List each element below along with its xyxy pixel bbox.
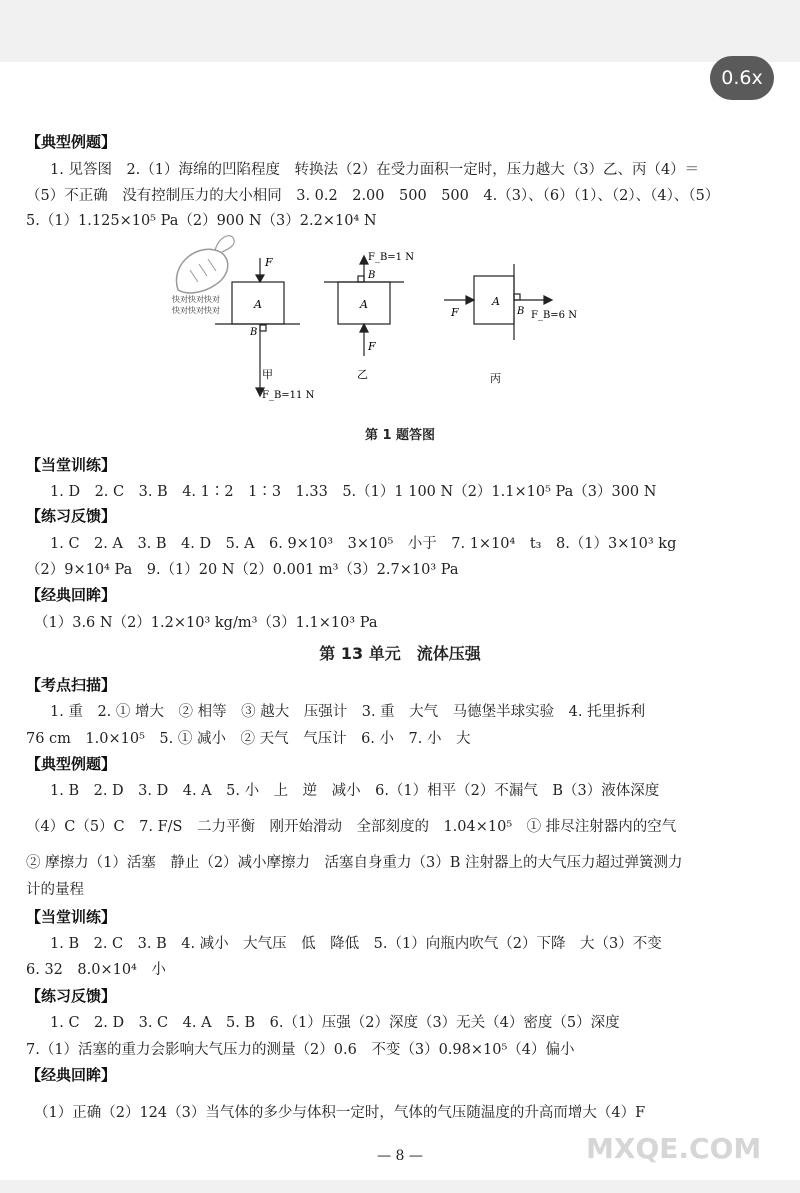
section-heading: 【经典回眸】 [26, 586, 117, 604]
answer-line: 1. D 2. C 3. B 4. 1∶2 1∶3 1.33 5.（1）1 100 N（2）1.1×10⁵ Pa（3）300 N [50, 484, 657, 500]
watermark: MXQE.COM [586, 1132, 762, 1165]
sticker-note: 快对快对快对 [172, 306, 220, 315]
section-heading: 【经典回眸】 [26, 1066, 117, 1084]
force-value-label: F_B=6 N [531, 310, 577, 321]
answer-figure [0, 230, 800, 410]
playback-speed-button[interactable]: 0.6x [710, 56, 774, 100]
answer-line: 计的量程 [26, 882, 84, 898]
answer-line: 1. B 2. C 3. B 4. 减小 大气压 低 降低 5.（1）向瓶内吹气（2）下降 大（3）不变 [50, 936, 662, 952]
section-heading: 【考点扫描】 [26, 676, 117, 694]
section-heading: 【练习反馈】 [26, 987, 117, 1005]
support-label: B [368, 270, 376, 281]
sticker-note: 快对快对快对 [172, 295, 220, 304]
force-label: F [368, 340, 376, 353]
answer-line: 6. 32 8.0×10⁴ 小 [26, 962, 166, 978]
figure-yi-label: 乙 [357, 368, 368, 381]
answer-line: 1. 重 2. ① 增大 ② 相等 ③ 越大 压强计 3. 重 大气 马德堡半球实验 4. 托里拆利 [50, 704, 646, 720]
force-label: F [451, 306, 459, 319]
figure-jia [215, 258, 300, 396]
answer-line: （1）3.6 N（2）1.2×10³ kg/m³（3）1.1×10³ Pa [34, 615, 378, 631]
section-heading: 【练习反馈】 [26, 507, 117, 525]
section-heading: 【典型例题】 [26, 133, 117, 151]
carrot-sticker [176, 236, 234, 293]
answer-line: 1. C 2. A 3. B 4. D 5. A 6. 9×10³ 3×10⁵ 小于 7. 1×10⁴ t₃ 8.（1）3×10³ kg [50, 536, 677, 552]
figure-bing-label: 丙 [490, 372, 501, 385]
figure-caption: 第 1 题答图 [364, 428, 436, 443]
figure-jia-label: 甲 [262, 368, 273, 381]
block-label: A [492, 295, 500, 308]
answer-line: ② 摩擦力（1）活塞 静止（2）减小摩擦力 活塞自身重力（3）B 注射器上的大气压力超过弹簧测力 [26, 855, 683, 871]
viewer-bottom-bar [0, 1180, 800, 1193]
page-number: — 8 — [377, 1148, 423, 1164]
answer-line: 76 cm 1.0×10⁵ 5. ① 减小 ② 天气 气压计 6. 小 7. 小 大 [26, 731, 471, 747]
force-value-label: F_B=1 N [368, 252, 414, 263]
section-heading: 【典型例题】 [26, 755, 117, 773]
block-label: A [360, 298, 368, 311]
answer-line: 1. 见答图 2.（1）海绵的凹陷程度 转换法（2）在受力面积一定时，压力越大（3）乙、丙（4）＝ [50, 162, 700, 178]
support-label: B [250, 327, 258, 338]
answer-line: 5.（1）1.125×10⁵ Pa（2）900 N（3）2.2×10⁴ N [26, 213, 377, 229]
answer-line: 7.（1）活塞的重力会影响大气压力的测量（2）0.6 不变（3）0.98×10⁵（4）偏小 [26, 1042, 575, 1058]
force-label: F [265, 256, 273, 269]
answer-line: 1. C 2. D 3. C 4. A 5. B 6.（1）压强（2）深度（3）无关（4）密度（5）深度 [50, 1015, 620, 1031]
viewer-top-bar [0, 0, 800, 62]
answer-line: 1. B 2. D 3. D 4. A 5. 小 上 逆 减小 6.（1）相平（2）不漏气 B（3）液体深度 [50, 783, 660, 799]
section-heading: 【当堂训练】 [26, 456, 117, 474]
block-label: A [254, 298, 262, 311]
answer-line: （2）9×10⁴ Pa 9.（1）20 N（2）0.001 m³（3）2.7×10³ Pa [26, 562, 459, 578]
support-label: B [517, 306, 525, 317]
answer-line: （5）不正确 没有控制压力的大小相同 3. 0.2 2.00 500 500 4.（3）、（6）（1）、（2）、（4）、（5） [26, 188, 720, 204]
section-heading: 【当堂训练】 [26, 908, 117, 926]
unit-title: 第 13 单元 流体压强 [319, 644, 481, 663]
force-value-label: F_B=11 N [262, 390, 315, 401]
answer-line: （1）正确（2）124（3）当气体的多少与体积一定时，气体的气压随温度的升高而增大（4）F [34, 1105, 646, 1121]
answer-line: （4）C（5）C 7. F/S 二力平衡 刚开始滑动 全部刻度的 1.04×10⁵ ① 排尽注射器内的空气 [26, 819, 677, 835]
